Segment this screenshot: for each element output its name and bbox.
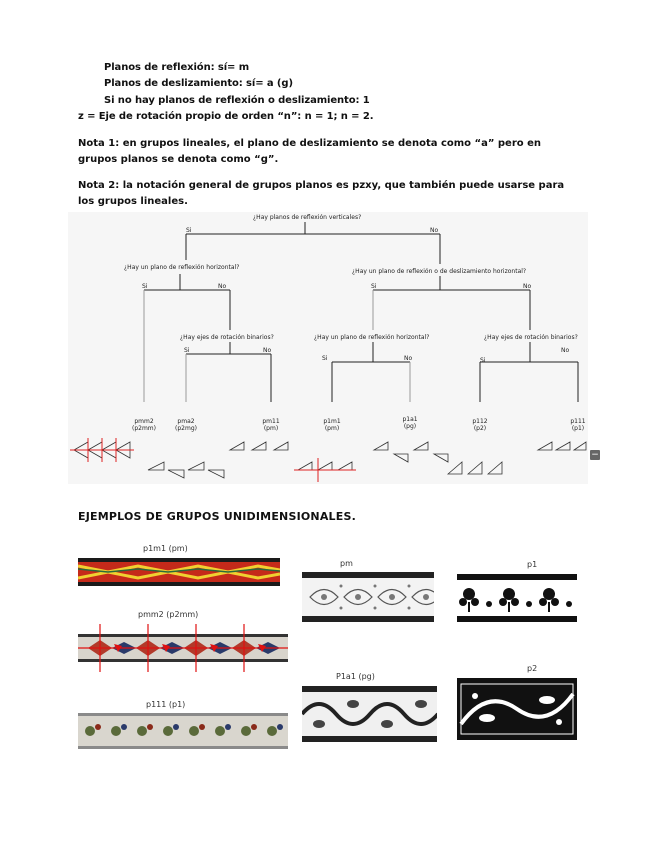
example-band-p111 (78, 713, 288, 749)
label-yes-left: Si (142, 283, 148, 290)
leaf-p111: p111 (p1) (570, 418, 586, 432)
label-no-rot-right: No (561, 347, 570, 354)
question-vertical-reflection: ¿Hay planos de reflexión verticales? (253, 214, 362, 221)
example-label-p111: p111 (p1) (146, 700, 186, 709)
leaf-p1m1: p1m1 (pm) (323, 418, 341, 432)
notation-line-none: Si no hay planos de reflexión o deslizamiento: 1 (104, 95, 370, 106)
notation-line-glide: Planos de deslizamiento: sí= a (g) (104, 78, 293, 89)
question-rotation-left: ¿Hay ejes de rotación binarios? (180, 334, 274, 341)
leaf-pma2: pma2 (p2mg) (175, 418, 197, 432)
example-label-p1a1: P1a1 (pg) (336, 672, 375, 681)
example-label-p1: p1 (527, 560, 538, 569)
decision-tree-lines (68, 212, 588, 484)
question-rotation-right: ¿Hay ejes de rotación binarios? (484, 334, 578, 341)
question-horizontal-reflection-mid: ¿Hay un plano de reflexión horizontal? (314, 334, 430, 341)
notation-line-reflection: Planos de reflexión: sí= m (104, 62, 250, 73)
label-no-glide: No (523, 283, 532, 290)
leaf-p112: p112 (p2) (472, 418, 488, 432)
example-label-p2: p2 (527, 664, 538, 673)
example-label-pm: pm (340, 559, 353, 568)
label-yes-rot-left: Si (184, 347, 190, 354)
label-yes-mid: Si (322, 355, 328, 362)
label-no-left: No (218, 283, 227, 290)
notation-line-rotation: z = Eje de rotación propio de orden “n”: n = 1; n = 2. (78, 111, 374, 122)
example-band-p1a1 (302, 686, 437, 742)
example-label-pmm2: pmm2 (p2mm) (138, 610, 199, 619)
label-yes-glide: Si (371, 283, 377, 290)
decision-tree-diagram (68, 212, 599, 484)
leaf-p1a1: p1a1 (pg) (402, 416, 418, 430)
minus-icon[interactable]: − (591, 450, 599, 460)
nota-1: Nota 1: en grupos lineales, el plano de deslizamiento se denota como “a” pero en grupos planos se denota como “g”. (78, 138, 542, 165)
leaf-pm11: pm11 (pm) (262, 418, 280, 432)
label-yes-rot-right: Si (480, 357, 486, 364)
example-band-pmm2 (78, 624, 288, 672)
label-no-root: No (430, 227, 439, 234)
example-band-p1m1 (78, 558, 280, 586)
label-no-mid: No (404, 355, 413, 362)
question-glide-horizontal: ¿Hay un plano de reflexión o de deslizamiento horizontal? (352, 268, 527, 275)
example-label-p1m1: p1m1 (pm) (143, 544, 188, 553)
leaf-pmm2: pmm2 (p2mm) (132, 418, 156, 432)
example-band-p2 (457, 678, 577, 740)
question-horizontal-reflection-left: ¿Hay un plano de reflexión horizontal? (124, 264, 240, 271)
nota-2: Nota 2: la notación general de grupos planos es pzxy, que también puede usarse para los grupos lineales. (78, 180, 565, 207)
example-band-p1 (457, 574, 577, 622)
examples-heading: EJEMPLOS DE GRUPOS UNIDIMENSIONALES. (78, 510, 356, 523)
label-yes-root: Si (186, 227, 192, 234)
label-no-rot-left: No (263, 347, 272, 354)
example-band-pm (302, 572, 434, 622)
